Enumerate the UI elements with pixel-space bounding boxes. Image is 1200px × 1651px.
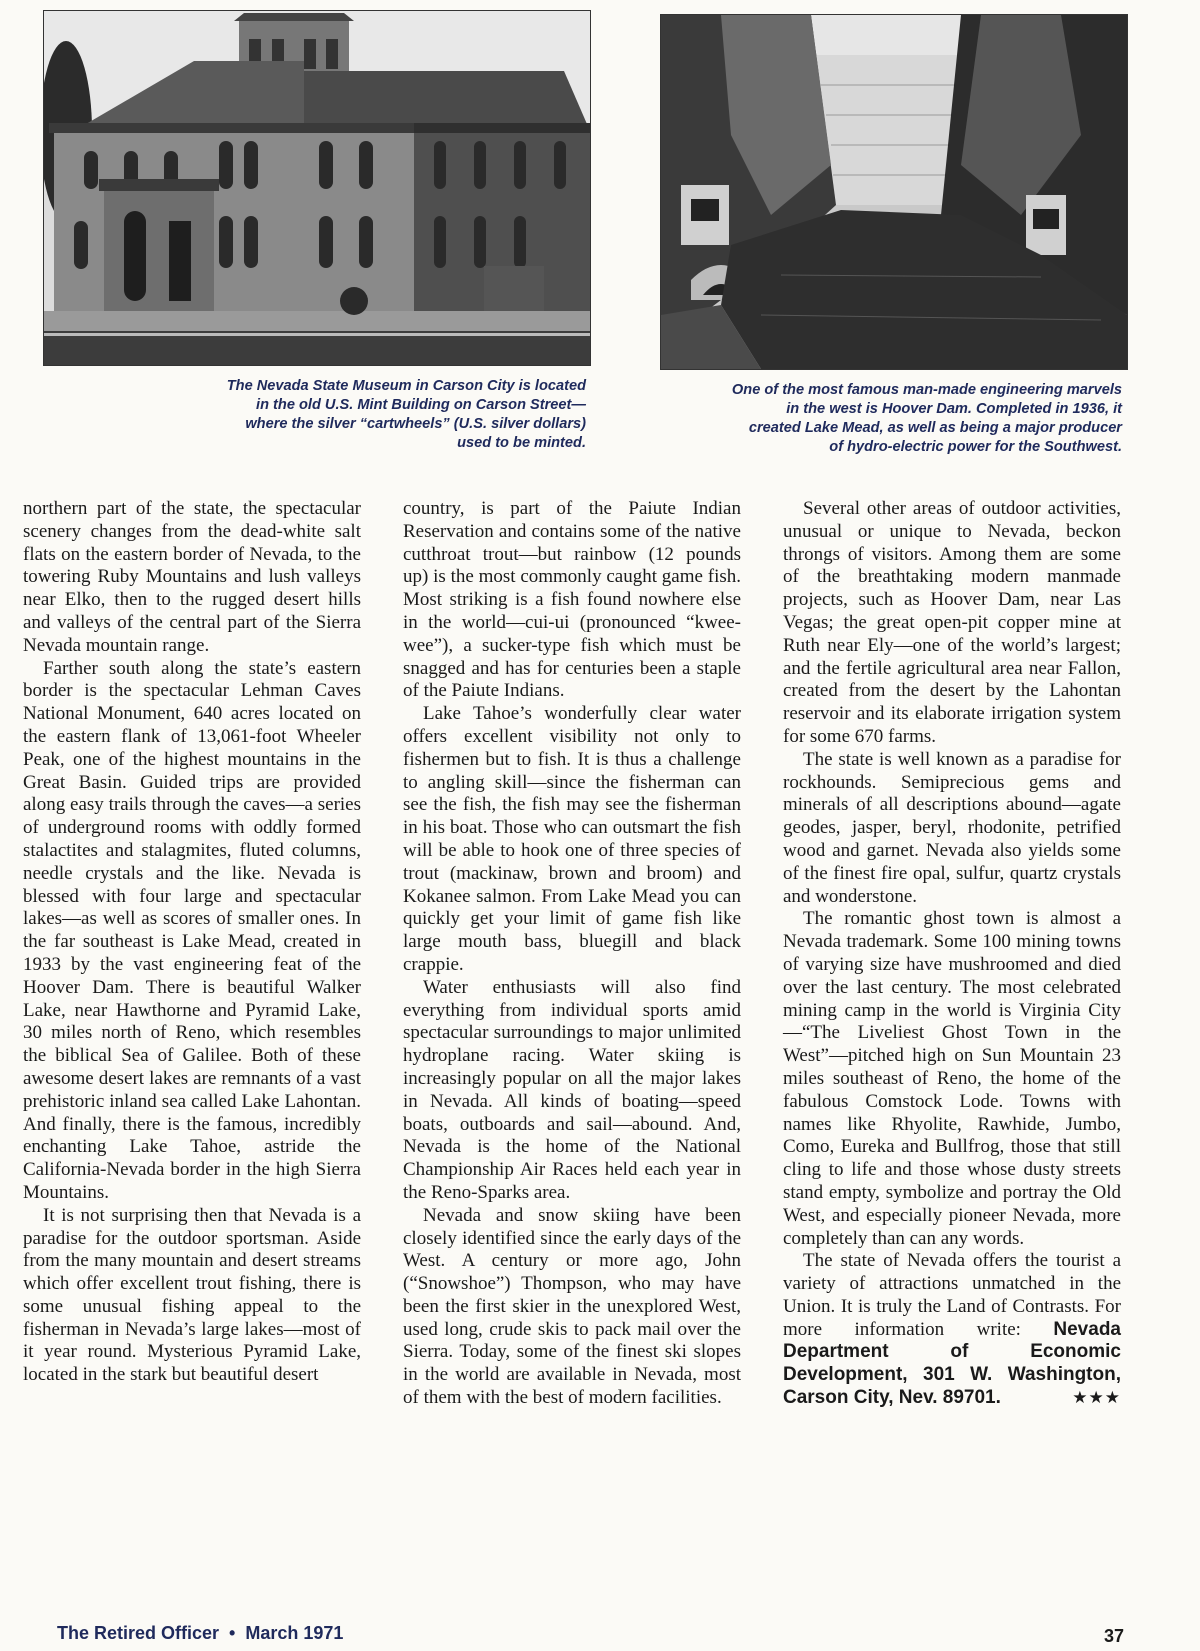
museum-caption-line: in the old U.S. Mint Building on Carson Street— <box>256 397 586 413</box>
paragraph: Water enthusiasts will also find everything from individual sports amid spectacular surroundings to major unlimited hydroplane racing. Water skiing is increasingly popular on all the major lakes in Nevada. All kinds of boating—speed boats, outboards and sail—abound. And, Nevada is the home of the National Championship Air Races held each year in the Reno-Sparks area. <box>403 976 741 1203</box>
end-mark-stars: ★★★ <box>1072 1388 1121 1408</box>
article-column-2 <box>403 498 741 1410</box>
paragraph: The romantic ghost town is almost a Nevada trademark. Some 100 mining towns of varying size have mushroomed and died over the last century. The most celebrated mining camp in the world is Virginia City—“The Liveliest Ghost Town in the West”—pitched high on Sun Mountain 23 miles southeast of Reno, the home of the fabulous Comstock Lode. Towns with names like Rhyolite, Rawhide, Jumbo, Como, Eureka and Bullfrog, those that still cling to life and those whose dusty streets stand empty, symbolize and portray the Old West, and especially pioneer Nevada, more completely than can any words. <box>783 908 1121 1249</box>
museum-photo <box>43 10 591 366</box>
museum-caption-line: where the silver “cartwheels” (U.S. silver dollars) <box>245 416 586 432</box>
publication-name: The Retired Officer <box>57 1623 220 1643</box>
hoover-dam-caption <box>660 381 1122 457</box>
paragraph: northern part of the state, the spectacular scenery changes from the dead-white salt flats on the eastern border of Nevada, to the towering Ruby Mountains and lush valleys near Elko, then to the rugged desert hills and valleys of the central part of the Sierra Nevada mountain range. <box>23 498 361 656</box>
hoover-dam-caption-line: created Lake Mead, as well as being a major producer <box>748 420 1122 436</box>
paragraph: It is not surprising then that Nevada is a paradise for the outdoor sportsman. Aside from the many mountain and desert streams which offer excellent trout fishing, there is some unusual fishing appeal to the fisherman in Nevada’s large lakes—most of it year round. Mysterious Pyramid Lake, located in the stark but beautiful desert <box>23 1204 361 1386</box>
page-number: 37 <box>1103 1626 1124 1646</box>
museum-caption-line: The Nevada State Museum in Carson City is located <box>226 378 586 394</box>
article-column-1 <box>23 498 361 1387</box>
footer-separator: • <box>229 1623 236 1643</box>
hoover-dam-caption-line: in the west is Hoover Dam. Completed in 1936, it <box>786 401 1122 417</box>
hoover-dam-photo <box>660 14 1128 370</box>
hoover-dam-illustration <box>661 15 1127 369</box>
hoover-dam-caption-line: of hydro-electric power for the Southwest. <box>829 439 1122 455</box>
museum-caption-line: used to be minted. <box>457 435 586 451</box>
paragraph: Farther south along the state’s eastern border is the spectacular Lehman Caves National Monument, 640 acres located on the eastern flank of 13,061-foot Wheeler Peak, one of the highest mountains in the Great Basin. Guided trips are provided along easy trails through the caves—a series of underground rooms with oddly formed stalactites and stalagmites, fluted columns, needle crystals and the like. Nevada is blessed with four large and spectacular lakes—as well as scores of smaller ones. In the far southeast is Lake Mead, created in 1933 by the vast engineering feat of the Hoover Dam. There is beautiful Walker Lake, near Hawthorne and Pyramid Lake, 30 miles north of Reno, which resembles the biblical Sea of Galilee. Both of these awesome desert lakes are remnants of a vast prehistoric inland sea called Lake Lahontan. And finally, there is the famous, incredibly enchanting Lake Tahoe, astride the California-Nevada border in the high Sierra Mountains. <box>23 657 361 1203</box>
page-footer <box>57 1623 343 1644</box>
paragraph: Lake Tahoe’s wonderfully clear water offers excellent visibility not only to fishermen but to fish. It is thus a challenge to angling skill—since the fisherman can see the fish, the fish may see the fisherman in his boat. Those who can outsmart the fish will be able to hook one of three species of trout (mackinaw, brown and broom) and Kokanee salmon. From Lake Mead you can quickly get your limit of game fish like large mouth bass, bluegill and black crappie. <box>403 703 741 975</box>
paragraph: Several other areas of outdoor activities, unusual or unique to Nevada, beckon throngs of visitors. Among them are some of the breathtaking modern manmade projects, such as Hoover Dam, near Las Vegas; the great open-pit copper mine at Ruth near Ely—one of the world’s largest; and the fertile agricultural area near Fallon, created from the desert by the Lahontan reservoir and its elaborate irrigation system for some 670 farms. <box>783 498 1121 747</box>
paragraph: country, is part of the Paiute Indian Reservation and contains some of the native cutthroat trout—but rainbow (12 pounds up) is the most commonly caught game fish. Most striking is a fish found nowhere else in the world—cui-ui (pronounced “kwee-wee”), a sucker-type fish which must be snagged and has for centuries been a staple of the Paiute Indians. <box>403 498 741 702</box>
closing-paragraph <box>783 1250 1121 1410</box>
issue-date: March 1971 <box>245 1623 344 1643</box>
contact-address: Nevada Department of Economic Development, 301 W. Washington, Carson City, Nev. 89701. <box>783 1318 1121 1409</box>
closing-text: The state of Nevada offers the tourist a variety of attractions unmatched in the Union. It is truly the Land of Contrasts. For more information write: <box>783 1250 1121 1340</box>
paragraph: Nevada and snow skiing have been closely identified since the early days of the West. A century or more ago, John (“Snowshoe”) Thompson, who may have been the first skier in the unexplored West, used long, crude skis to pack mail over the Sierra. Today, some of the finest ski slopes in the world are available in Nevada, most of them with the best of modern facilities. <box>403 1204 741 1409</box>
paragraph: The state is well known as a paradise for rockhounds. Semiprecious gems and minerals of all descriptions abound—agate geodes, jasper, beryl, rhodonite, petrified wood and garnet. Nevada also yields some of the finest fire opal, sulfur, quartz crystals and wonderstone. <box>783 748 1121 907</box>
museum-caption <box>160 377 586 453</box>
hoover-dam-caption-line: One of the most famous man-made engineering marvels <box>731 382 1122 398</box>
museum-building-illustration <box>44 11 590 365</box>
article-column-3 <box>783 498 1121 1410</box>
